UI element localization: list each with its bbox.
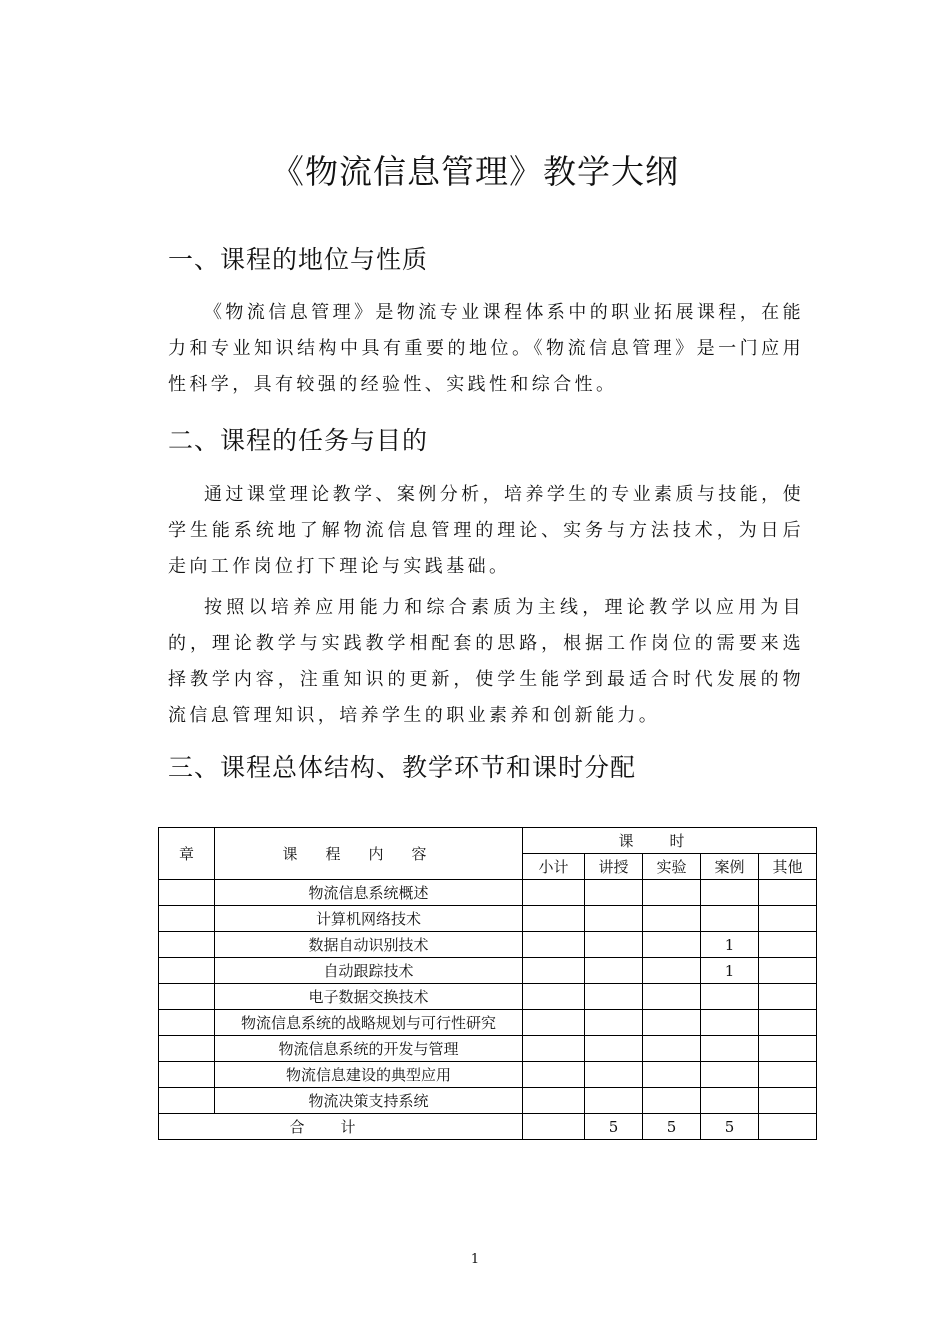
subtotal-cell [523,958,585,984]
header-case: 案例 [701,854,759,880]
subtotal-cell [523,1062,585,1088]
chapter-cell [159,906,215,932]
other-cell [759,880,817,906]
chapter-cell [159,1088,215,1114]
case-cell [701,1010,759,1036]
lab-cell [643,958,701,984]
section-1-heading: 一、课程的地位与性质 [168,245,429,274]
subtotal-cell [523,1010,585,1036]
other-cell [759,1088,817,1114]
total-label: 合计 [159,1114,523,1140]
lab-cell [643,932,701,958]
other-cell [759,984,817,1010]
content-cell: 物流信息建设的典型应用 [215,1062,523,1088]
content-cell: 物流信息系统的开发与管理 [215,1036,523,1062]
content-cell: 电子数据交换技术 [215,984,523,1010]
table-row [159,932,817,958]
subtotal-cell [523,1088,585,1114]
table-row [159,1062,817,1088]
section-2-paragraph-2: 按照以培养应用能力和综合素质为主线，理论教学以应用为目的，理论教学与实践教学相配套的思路，根据工作岗位的需要来选择教学内容，注重知识的更新，使学生能学到最适合时代发展的物流信息管理知识，培养学生的职业素养和创新能力。 [168,597,804,726]
lecture-cell [585,1036,643,1062]
other-cell [759,932,817,958]
lecture-cell [585,932,643,958]
course-hours-table [158,827,817,1140]
table-row [159,880,817,906]
content-cell: 计算机网络技术 [215,906,523,932]
chapter-cell [159,1062,215,1088]
chapter-cell [159,984,215,1010]
header-subtotal: 小计 [523,854,585,880]
case-cell [701,880,759,906]
case-cell [701,1088,759,1114]
subtotal-cell [523,984,585,1010]
lecture-cell [585,1010,643,1036]
content-cell: 物流信息系统的战略规划与可行性研究 [215,1010,523,1036]
total-lecture: 5 [585,1114,643,1140]
content-cell: 数据自动识别技术 [215,932,523,958]
section-3-heading: 三、课程总体结构、教学环节和课时分配 [168,753,637,782]
lab-cell [643,1062,701,1088]
content-cell: 物流信息系统概述 [215,880,523,906]
section-2-heading: 二、课程的任务与目的 [168,426,429,455]
other-cell [759,1036,817,1062]
lecture-cell [585,906,643,932]
total-lab: 5 [643,1114,701,1140]
total-other [759,1114,817,1140]
lab-cell [643,880,701,906]
chapter-cell [159,958,215,984]
other-cell [759,1010,817,1036]
case-cell [701,1036,759,1062]
case-cell [701,984,759,1010]
chapter-cell [159,1036,215,1062]
lecture-cell [585,1088,643,1114]
table-header-row [159,828,817,854]
content-cell: 物流决策支持系统 [215,1088,523,1114]
table-row [159,1010,817,1036]
table-row [159,984,817,1010]
section-2-paragraph-1: 通过课堂理论教学、案例分析，培养学生的专业素质与技能，使学生能系统地了解物流信息管理的理论、实务与方法技术，为日后走向工作岗位打下理论与实践基础。 [168,484,804,577]
case-cell [701,1062,759,1088]
header-other: 其他 [759,854,817,880]
table-total-row [159,1114,817,1140]
case-cell [701,906,759,932]
lecture-cell [585,880,643,906]
section-1-paragraph: 《物流信息管理》是物流专业课程体系中的职业拓展课程，在能力和专业知识结构中具有重要的地位。《物流信息管理》是一门应用性科学，具有较强的经验性、实践性和综合性。 [168,302,804,395]
total-case: 5 [701,1114,759,1140]
lecture-cell [585,958,643,984]
table-row [159,906,817,932]
table-row [159,1088,817,1114]
lecture-cell [585,984,643,1010]
lab-cell [643,1088,701,1114]
page-number: 1 [470,1252,480,1267]
case-cell: 1 [701,958,759,984]
lab-cell [643,1010,701,1036]
chapter-cell [159,1010,215,1036]
header-lecture: 讲授 [585,854,643,880]
subtotal-cell [523,880,585,906]
subtotal-cell [523,1036,585,1062]
header-hours: 课时 [523,828,817,854]
content-cell: 自动跟踪技术 [215,958,523,984]
table-row [159,958,817,984]
subtotal-cell [523,906,585,932]
lab-cell [643,906,701,932]
table-body [159,880,817,1114]
lab-cell [643,984,701,1010]
header-lab: 实验 [643,854,701,880]
chapter-cell [159,932,215,958]
lecture-cell [585,1062,643,1088]
other-cell [759,906,817,932]
header-content: 课程内容 [215,828,523,880]
other-cell [759,1062,817,1088]
total-subtotal [523,1114,585,1140]
chapter-cell [159,880,215,906]
document-title: 《物流信息管理》教学大纲 [271,152,679,191]
subtotal-cell [523,932,585,958]
case-cell: 1 [701,932,759,958]
lab-cell [643,1036,701,1062]
other-cell [759,958,817,984]
table-row [159,1036,817,1062]
header-chapter: 章 [159,828,215,880]
